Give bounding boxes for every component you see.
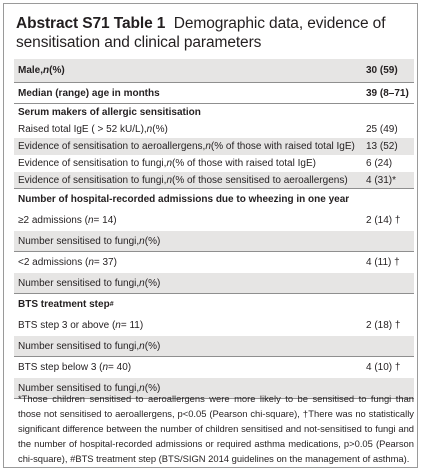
table-row bbox=[14, 172, 414, 189]
row-label: Serum makers of allergic sensitisation bbox=[18, 107, 201, 118]
row-label: BTS treatment step # bbox=[18, 299, 114, 310]
data-table bbox=[14, 59, 414, 399]
row-value: 4 (31)* bbox=[366, 174, 397, 186]
table-row bbox=[14, 357, 414, 378]
table-row bbox=[14, 155, 414, 172]
table-row bbox=[14, 294, 414, 315]
table-row bbox=[14, 104, 414, 121]
row-value: 13 (52) bbox=[366, 141, 398, 152]
table-row bbox=[14, 336, 414, 357]
table-row bbox=[14, 252, 414, 273]
row-label: Number sensitised to fungi, n (%) bbox=[18, 340, 161, 352]
row-value: 2 (18) † bbox=[366, 320, 401, 331]
table-row bbox=[14, 138, 414, 155]
table-row bbox=[14, 273, 414, 294]
table-frame bbox=[3, 3, 418, 468]
row-value: 4 (10) † bbox=[366, 362, 401, 373]
table-row bbox=[14, 189, 414, 210]
table-row bbox=[14, 83, 414, 104]
row-label: ≥2 admissions ( n = 14) bbox=[18, 215, 117, 226]
row-label: BTS step below 3 ( n = 40) bbox=[18, 362, 132, 373]
table-footnote: *Those children sensitised to aeroallergens were more likely to be sensitised to fungi than those not sensitised to aeroallergens, p<0.05 (Pearson chi-square), †There was no statistically significant difference between the number of children sensitised and not-sensitised to fungi and the number of hospital-recorded admissions or required asthma medications, p>0.05 (Pearson chi-square), #BTS treatment step (BTS/SIGN 2014 guidelines on the management of asthma). bbox=[18, 393, 414, 464]
row-label: Raised total IgE ( > 52 kU/L), n (%) bbox=[18, 124, 168, 135]
table-row bbox=[14, 315, 414, 336]
row-label: Number sensitised to fungi, n (%) bbox=[18, 382, 161, 394]
row-label: Evidence of sensitisation to fungi, n (% of those sensitised to aeroallergens) bbox=[18, 174, 348, 186]
row-label: Evidence of sensitisation to aeroallergens, n (% of those with raised total IgE) bbox=[18, 141, 355, 152]
row-label: BTS step 3 or above ( n = 11) bbox=[18, 320, 144, 331]
row-value: 4 (11) † bbox=[366, 257, 400, 268]
table-label: Abstract S71 Table 1 bbox=[16, 15, 166, 32]
row-label: Median (range) age in months bbox=[18, 87, 160, 99]
row-label: Evidence of sensitisation to fungi, n (% of those with raised total IgE) bbox=[18, 158, 316, 169]
row-value: 6 (24) bbox=[366, 158, 393, 169]
table-row bbox=[14, 210, 414, 231]
row-value: 39 (8–71) bbox=[366, 87, 409, 99]
row-value: 25 (49) bbox=[366, 124, 398, 135]
table-row bbox=[14, 121, 414, 138]
table-row bbox=[14, 59, 414, 83]
table-row bbox=[14, 231, 414, 252]
row-label: Number of hospital-recorded admissions due to wheezing in one year bbox=[18, 194, 350, 205]
table-caption: Demographic data, evidence of sensitisation and clinical parameters bbox=[16, 15, 386, 51]
row-value: 2 (14) † bbox=[366, 215, 401, 226]
row-label: Male, n (%) bbox=[18, 65, 65, 76]
row-label: <2 admissions ( n = 37) bbox=[18, 257, 117, 268]
table-title bbox=[16, 14, 414, 52]
row-label: Number sensitised to fungi, n (%) bbox=[18, 277, 161, 289]
row-value: 30 (59) bbox=[366, 65, 398, 76]
row-label: Number sensitised to fungi, n (%) bbox=[18, 235, 161, 247]
